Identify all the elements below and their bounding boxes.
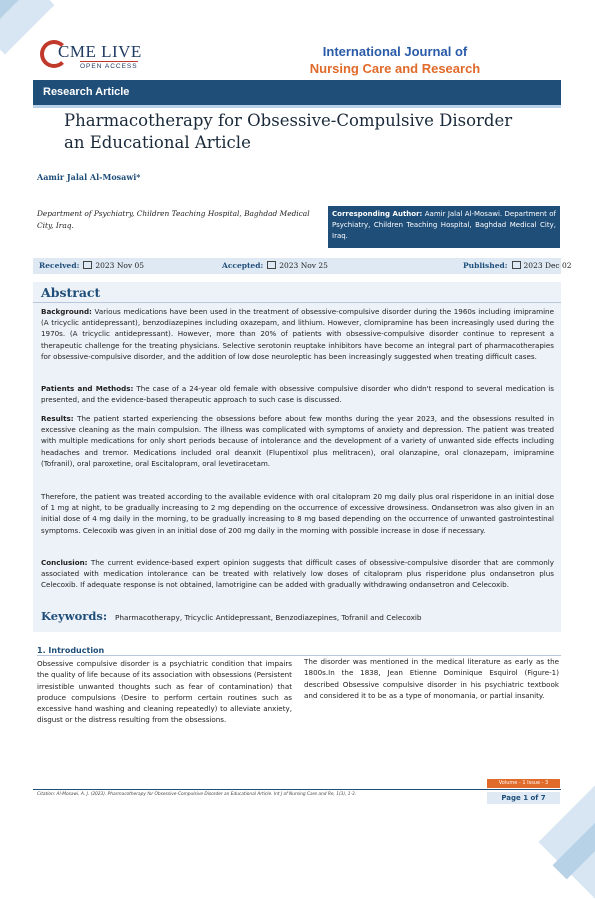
abstract-rule <box>33 302 561 303</box>
author[interactable]: Aamir Jalal Al-Mosawi* <box>37 172 141 182</box>
published-date <box>463 258 572 274</box>
abstract-heading: Abstract <box>41 285 101 300</box>
keywords-text: Pharmacotherapy, Tricyclic Antidepressant, Benzodiazepines, Tofranil and Celecoxib <box>115 613 422 622</box>
journal-title-line1: International Journal of <box>322 44 468 59</box>
methods-text: The case of a 24-year old female with obsessive compulsive disorder who didn't respond to several medication is presented, and the evidence-based therapeutic approach to such case is discussed. <box>41 384 554 405</box>
received-value: 2023 Nov 05 <box>95 261 145 270</box>
calendar-icon <box>83 261 92 269</box>
logo-subtext: OPEN ACCESS <box>80 63 138 70</box>
corresponding-author-box <box>328 206 560 248</box>
volume-badge: Volume - 1 Issue - 3 <box>487 779 560 788</box>
published-label: Published: <box>463 261 508 270</box>
results-text: The patient started experiencing the obsessions before about few months during the year 2023, and the obsessions resulted in excessive cleaning as the main compulsion. The illness was complicated with symptoms of anxiety and depression. The patient was treated with multiple medications for only short periods because of intolerance and the development of a variety of unwanted side effects including headaches and tremor. Medications included oral deanxit (Flupentixol plus melitracen), oral olanzapine, oral clonazepam, imipramine (Tofranil), oral paroxetine, oral Escitalopram, oral levetiracetam. <box>41 414 554 468</box>
keywords-heading: Keywords: <box>41 609 108 623</box>
conclusion-text: The current evidence-based expert opinion suggests that difficult cases of obsessive-compulsive disorder that are commonly associated with medication intolerance can be treated with relatively low doses of citalopram plus risperidone plus ondansetron plus Celecoxib. If adequate response is not obtained, lamotrigine can be added with gradually withdrawing ondansetron and Celecoxib. <box>41 558 554 590</box>
methods-label: Patients and Methods: <box>41 384 134 393</box>
introduction-right-column: The disorder was mentioned in the medical literature as early as the 1800s.In the 1838, Jean Etienne Dominique Esquirol (Figure-1) described Obsessive compulsive disorder in his psychiatric textbook and considered it to be as a type of monomania, or partial insanity. <box>304 657 559 700</box>
results-label: Results: <box>41 414 74 423</box>
corresponding-text: Aamir Jalal Al-Mosawi. Department of Psychiatry, Children Teaching Hospital, Baghdad Medical City, Iraq. <box>332 210 556 240</box>
abstract-conclusion <box>41 557 554 591</box>
introduction-left-column: Obsessive compulsive disorder is a psychiatric condition that impairs the quality of life because of its association with obsessions (Persistent irresistible unwanted thoughts such as fear of contamination) that produce compulsions (Desire to perform certain routines such as excessive hand washing and cleaning repeatedly) to alleviate anxiety, disgust or the distress resulting from the obsessions. <box>37 659 292 725</box>
band-divider <box>33 105 561 108</box>
accepted-value: 2023 Nov 25 <box>279 261 328 270</box>
abstract-background <box>41 306 554 362</box>
background-text: Various medications have been used in the treatment of obsessive-compulsive disorder during the 1960s including imipramine (A tricyclic antidepressant), benzodiazepines including oxazepam, and lithium. However, clomipramine has been increasingly used during the 1970s. (A tricyclic antidepressant). However, more than 20% of patients with obsessive-compulsive disorder continue to represent a therapeutic challenge for the treating physicians. Selective serotonin reuptake inhibitors have become an integral part of pharmacotherapies for obsessive-compulsive disorder, and the addition of low dose neuroleptic has been increasingly suggested when treating difficult cases. <box>41 307 554 361</box>
journal-title <box>275 43 515 77</box>
conclusion-label: Conclusion: <box>41 558 88 567</box>
article-type: Research Article <box>43 86 130 98</box>
background-label: Background: <box>41 307 92 316</box>
corresponding-label: Corresponding Author: <box>332 210 423 218</box>
calendar-icon <box>267 261 276 269</box>
author-affiliation: Department of Psychiatry, Children Teaching Hospital, Baghdad Medical City, Iraq. <box>37 209 310 230</box>
footer-rule <box>33 789 561 790</box>
abstract-methods <box>41 383 554 405</box>
journal-logo <box>40 40 158 70</box>
received-date <box>39 258 144 274</box>
page-number: Page 1 of 7 <box>487 792 560 804</box>
article-title: Pharmacotherapy for Obsessive-Compulsive Disorder an Educational Article <box>64 111 513 152</box>
journal-title-line2: Nursing Care and Research <box>309 61 481 76</box>
published-value: 2023 Dec 02 <box>523 261 572 270</box>
accepted-label: Accepted: <box>222 261 264 270</box>
abstract-results <box>41 413 554 469</box>
introduction-heading: 1. Introduction <box>37 646 105 655</box>
citation: Citation: Al-Mosawi, A. J. (2023). Pharmacotherapy for Obsessive-Compulsive Disorder an Educational Article. Int J of Nursing Care and Re, 1(3), 1-3. <box>37 792 357 797</box>
logo-text: CME LIVE <box>58 42 142 61</box>
abstract-therefore: Therefore, the patient was treated according to the available evidence with oral citalopram 20 mg daily plus oral risperidone in an initial dose of 1 mg at night, to be gradually increasing to 2 mg depending on the occurrence of excessive drowsiness. Ondansetron was also given in an initial dose of 4 mg daily in the morning, to be gradually increasing to 8 mg based depending on the occurrence of unwanted gastrointestinal symptoms. Celecoxib was given in an initial dose of 200 mg daily in the morning with possible increase in dose if necessary. <box>41 492 554 535</box>
dates-bar <box>33 258 572 274</box>
calendar-icon <box>512 261 521 269</box>
received-label: Received: <box>39 261 80 270</box>
accepted-date <box>222 258 328 274</box>
